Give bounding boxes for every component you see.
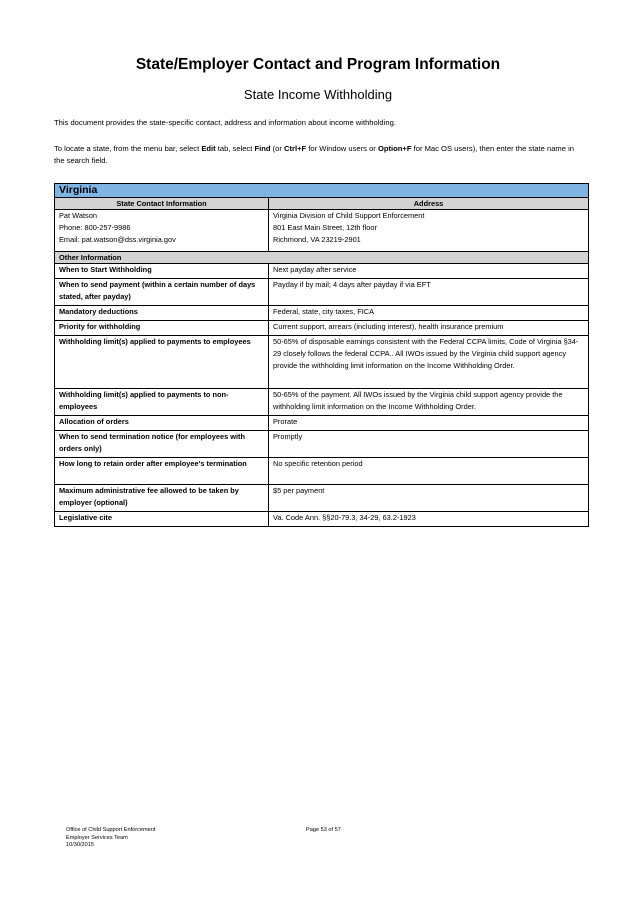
table-row bbox=[55, 336, 589, 389]
row-value: No specific retention period bbox=[269, 458, 589, 485]
footer-office-info bbox=[66, 827, 155, 850]
state-name: Virginia bbox=[55, 184, 589, 198]
contact-email: Email: pat.watson@dss.virginia.gov bbox=[59, 235, 176, 244]
instr-text-5: for Mac OS users), then enter the state name in the search field. bbox=[54, 144, 574, 165]
address-line-1: Virginia Division of Child Support Enforcement bbox=[273, 211, 425, 220]
contact-cell bbox=[55, 210, 269, 252]
row-value: $5 per payment bbox=[269, 485, 589, 512]
state-info-table bbox=[54, 183, 589, 527]
table-row bbox=[55, 306, 589, 321]
table-row bbox=[55, 389, 589, 416]
row-value: Va. Code Ann. §§20-79.3, 34-29, 63.2-1923 bbox=[269, 512, 589, 527]
table-row bbox=[55, 279, 589, 306]
row-value: Federal, state, city taxes, FICA bbox=[269, 306, 589, 321]
table-row bbox=[55, 512, 589, 527]
instr-text-1: To locate a state, from the menu bar, select bbox=[54, 144, 202, 153]
row-value: Next payday after service bbox=[269, 264, 589, 279]
row-value: Prorate bbox=[269, 416, 589, 431]
row-label: Mandatory deductions bbox=[55, 306, 269, 321]
instr-edit: Edit bbox=[201, 144, 216, 153]
table-row bbox=[55, 416, 589, 431]
row-value: 50-65% of the payment. All IWOs issued by the Virginia child support agency provide the withholding limit information on the Income Withholding Order. bbox=[269, 389, 589, 416]
address-line-2: 801 East Main Street, 12th floor bbox=[273, 223, 377, 232]
row-value: Promptly bbox=[269, 431, 589, 458]
page-subtitle: State Income Withholding bbox=[243, 87, 393, 102]
contact-name: Pat Watson bbox=[59, 211, 97, 220]
other-information-header: Other Information bbox=[55, 252, 589, 264]
table-row bbox=[55, 458, 589, 485]
address-header: Address bbox=[269, 198, 589, 210]
row-label: Priority for withholding bbox=[55, 321, 269, 336]
table-row bbox=[55, 321, 589, 336]
row-label: Maximum administrative fee allowed to be taken by employer (optional) bbox=[55, 485, 269, 512]
row-label: When to Start Withholding bbox=[55, 264, 269, 279]
instr-text-4: for Window users or bbox=[306, 144, 378, 153]
row-label: Withholding limit(s) applied to payments to non-employees bbox=[55, 389, 269, 416]
row-label: Legislative cite bbox=[55, 512, 269, 527]
footer-date: 10/30/2015 bbox=[66, 842, 94, 848]
table-row bbox=[55, 431, 589, 458]
address-cell bbox=[269, 210, 589, 252]
instr-option-f: Option+F bbox=[377, 144, 412, 153]
instr-find: Find bbox=[254, 144, 271, 153]
instructions-paragraph bbox=[54, 143, 584, 167]
row-label: When to send payment (within a certain number of days stated, after payday) bbox=[55, 279, 269, 306]
instr-ctrl-f: Ctrl+F bbox=[284, 144, 307, 153]
contact-header: State Contact Information bbox=[55, 198, 269, 210]
row-value: Current support, arrears (including interest), health insurance premium bbox=[269, 321, 589, 336]
table-row bbox=[55, 485, 589, 512]
table-row bbox=[55, 264, 589, 279]
footer-team: Employer Services Team bbox=[66, 834, 128, 841]
page-title: State/Employer Contact and Program Information bbox=[135, 56, 501, 73]
row-label: How long to retain order after employee's termination bbox=[55, 458, 269, 485]
row-label: Withholding limit(s) applied to payments to employees bbox=[55, 336, 269, 389]
intro-paragraph: This document provides the state-specific contact, address and information about income withholding. bbox=[54, 118, 396, 127]
contact-phone: Phone: 800-257-9986 bbox=[59, 223, 131, 232]
instr-text-3: (or bbox=[270, 144, 285, 153]
row-value: Payday if by mail; 4 days after payday if via EFT bbox=[269, 279, 589, 306]
footer-office: Office of Child Support Enforcement bbox=[66, 827, 156, 833]
row-value: 50-65% of disposable earnings consistent with the Federal CCPA limits, Code of Virginia §34-29 closely follows the federal CCPA.. All IWOs issued by the Virginia child support agency provide the withholding limit information on the Income Withholding Order. bbox=[269, 336, 589, 389]
row-label: When to send termination notice (for employees with orders only) bbox=[55, 431, 269, 458]
page-number: Page 53 of 57 bbox=[306, 827, 341, 833]
address-line-3: Richmond, VA 23219-2901 bbox=[273, 235, 361, 244]
row-label: Allocation of orders bbox=[55, 416, 269, 431]
instr-text-2: tab, select bbox=[215, 144, 255, 153]
